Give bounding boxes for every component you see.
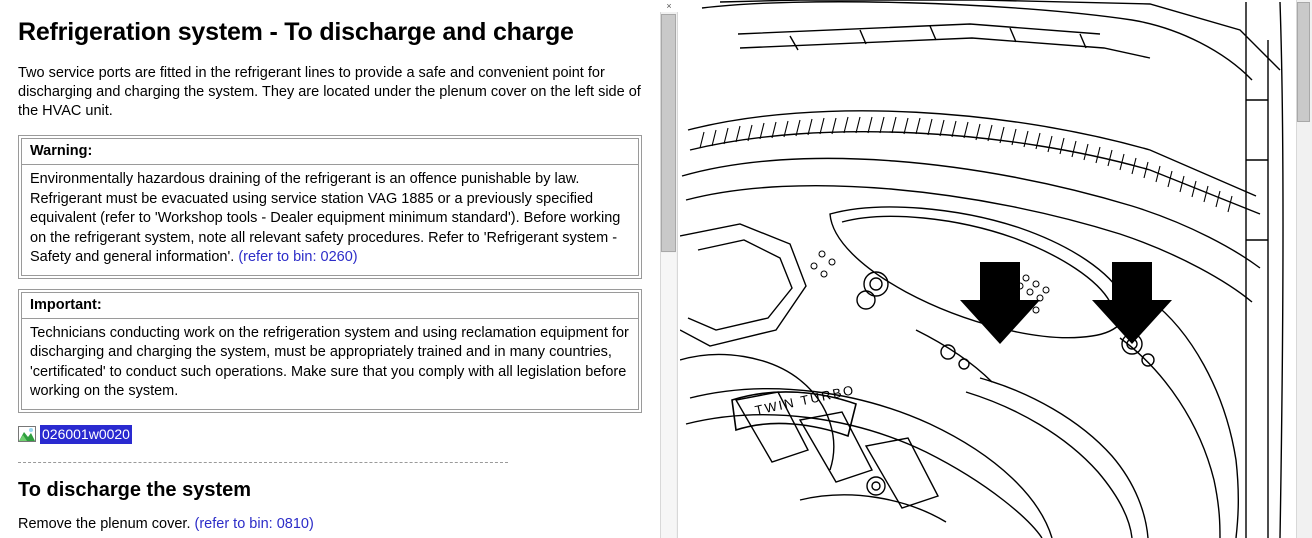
left-scrollbar-track[interactable]	[661, 253, 676, 538]
section-first-step-link[interactable]: (refer to bin: 0810)	[194, 515, 314, 532]
left-scrollbar-thumb[interactable]	[661, 14, 676, 252]
warning-text: Environmentally hazardous draining of the refrigerant is an offence punishable by law. Refrigerant must be evacuated using service station VAG 1885 or a previously specified equivalent (refer to 'Workshop tools - Dealer equipment minimum standard'). Before working on the refrigerant system, note all relevant safety procedures. Refer to 'Refrigerant system - Safety and general information'.	[30, 171, 621, 265]
intro-paragraph: Two service ports are fitted in the refrigerant lines to provide a safe and convenient point for discharging and charging the system. They are located under the plenum cover on the left side of the HVAC unit.	[18, 65, 641, 119]
section-heading-discharge: To discharge the system	[18, 478, 252, 501]
graphic-id-label[interactable]: 026001w0020	[42, 425, 130, 442]
section-first-step	[18, 515, 642, 534]
close-icon[interactable]: ×	[660, 0, 678, 12]
section-first-step-text: Remove the plenum cover.	[18, 515, 191, 532]
page-title: Refrigeration system - To discharge and charge	[18, 18, 574, 46]
graphic-reference-line[interactable]	[18, 425, 642, 444]
image-thumbnail-icon	[18, 426, 36, 442]
warning-heading: Warning:	[21, 138, 639, 165]
warning-body	[21, 165, 639, 276]
illustration-pane[interactable]	[680, 0, 1312, 538]
warning-box	[18, 135, 642, 279]
right-scrollbar-thumb[interactable]	[1297, 2, 1310, 122]
warning-cross-reference-link[interactable]: (refer to bin: 0260)	[238, 249, 358, 265]
section-divider	[18, 462, 508, 463]
important-body: Technicians conducting work on the refrigeration system and using reclamation equipment for discharging and charging the system, must be appropriately trained and in many countries, 'certificated' to conduct such operations. Make sure that you comply with all legislation before working on the system.	[21, 319, 639, 410]
important-box	[18, 289, 642, 413]
part-label-twin-turbo: TWIN TURBO	[753, 382, 857, 418]
engine-bay-plenum-cover-illustration	[680, 0, 1312, 538]
important-heading: Important:	[21, 292, 639, 319]
